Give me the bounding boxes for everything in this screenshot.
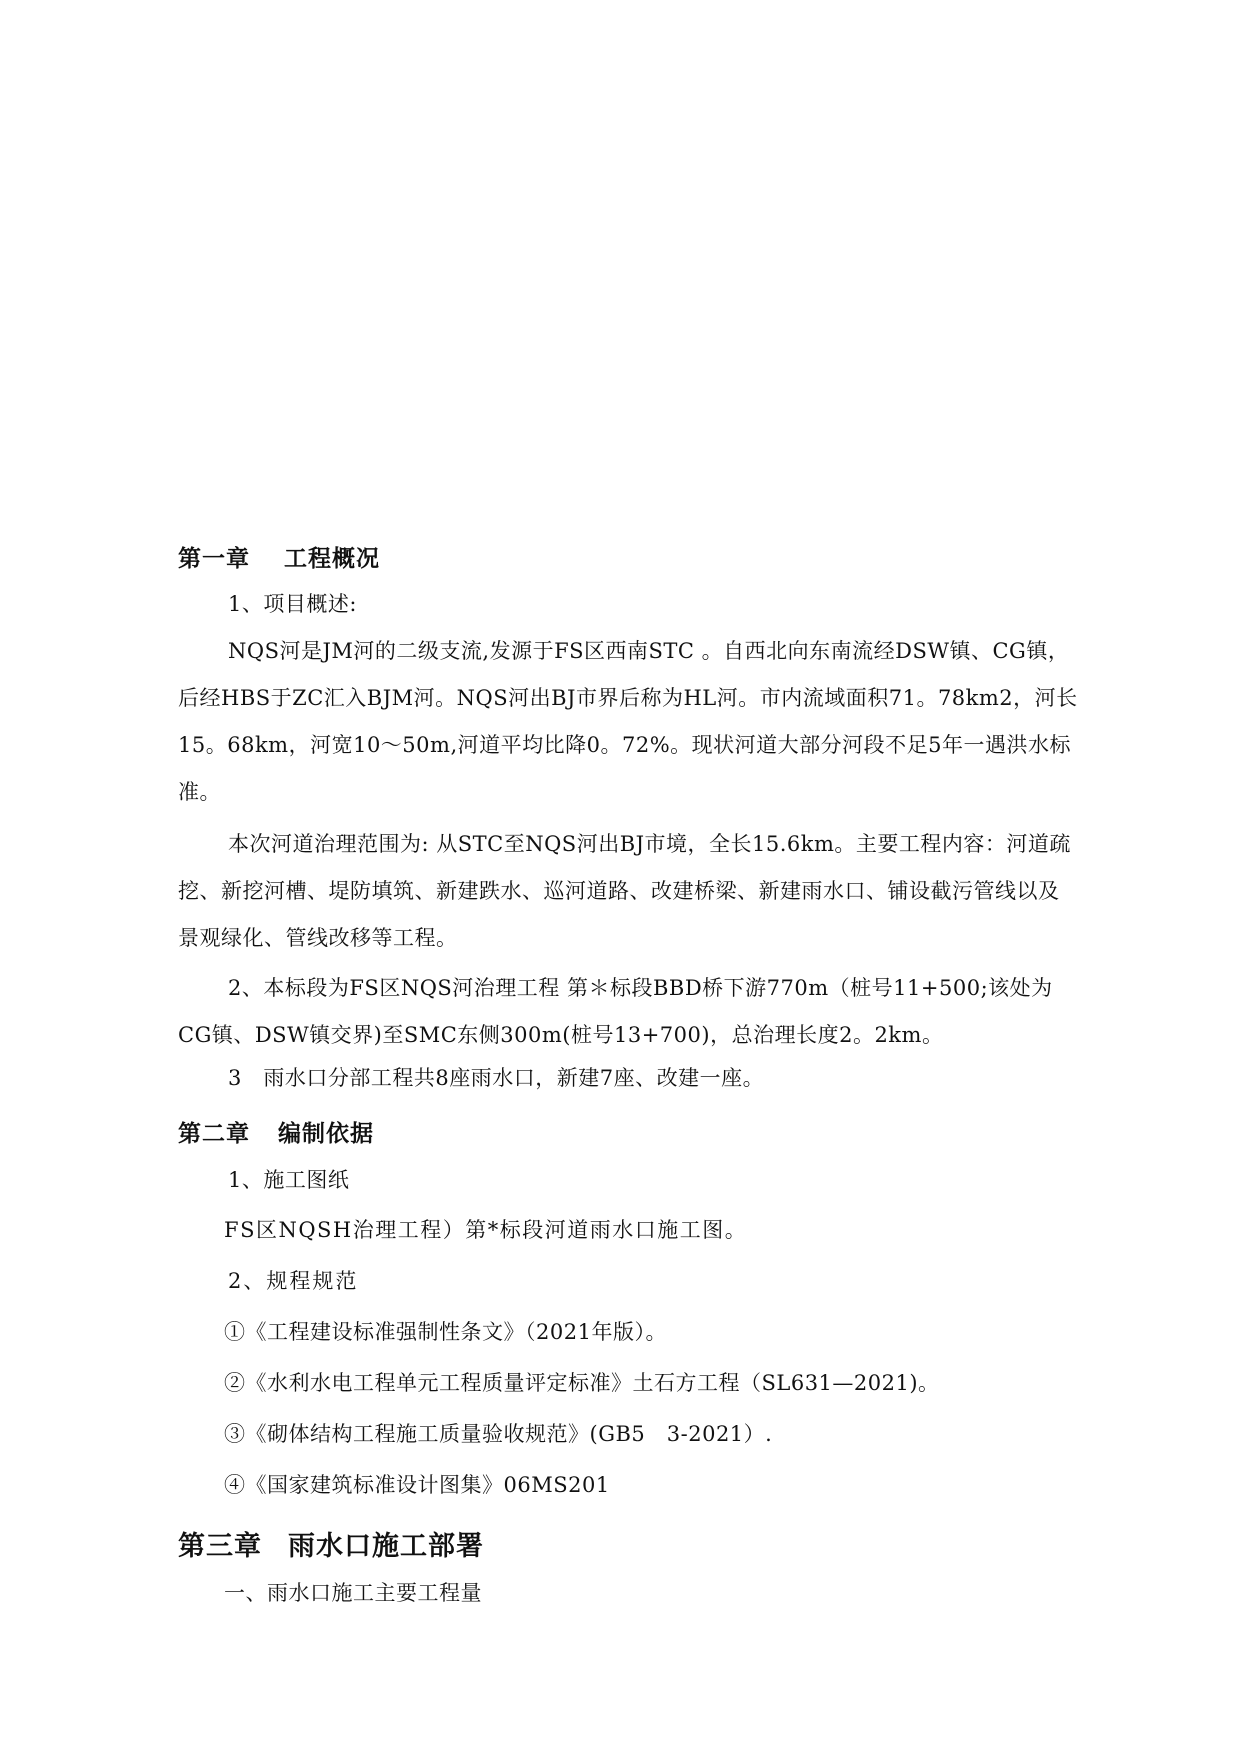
reference-item-4: ④《国家建筑标准设计图集》06MS201 [224,1473,610,1497]
section-drawings-heading: 1、施工图纸 [228,1168,350,1192]
paragraph-section-extent: 2、本标段为FS区NQS河治理工程 第＊标段BBD桥下游770m（桩号11+500;该处为CG镇、DSW镇交界)至SMC东侧300m(桩号13+700)，总治理长度2。2km。 [178,976,1053,1047]
chapter-2-text: 编制依据 [278,1121,374,1147]
chapter-1-number: 第一章 [178,546,250,572]
chapter-3-title [178,1524,1078,1563]
chapter-1-text: 工程概况 [284,546,380,572]
reference-item-2: ②《水利水电工程单元工程质量评定标准》土石方工程（SL631—2021)。 [224,1371,940,1395]
chapter-2-number: 第二章 [178,1121,250,1147]
chapter-1-title [178,540,1078,573]
reference-item-3: ③《砌体结构工程施工质量验收规范》(GB5 3-2021）. [224,1422,773,1446]
chapter-3-text: 雨水口施工部署 [288,1531,484,1562]
section-quantities-heading: 一、雨水口施工主要工程量 [224,1581,482,1605]
paragraph-project-overview: NQS河是JM河的二级支流,发源于FS区西南STC 。自西北向东南流经DSW镇、CG镇，后经HBS于ZC汇入BJM河。NQS河出BJ市界后称为HL河。市内流域面积71。78km2，河长15。68km，河宽10～50m,河道平均比降0。72%。现状河道大部分河段不足5年一遇洪水标准。 [178,639,1078,804]
section-1-heading: 1、项目概述: [228,592,357,616]
chapter-2-title [178,1115,1078,1148]
paragraph-rain-inlets: 3 雨水口分部工程共8座雨水口，新建7座、改建一座。 [228,1066,765,1090]
drawings-text: FS区NQSH治理工程）第*标段河道雨水口施工图。 [224,1218,748,1242]
reference-item-1: ①《工程建设标准强制性条文》（2021年版）。 [224,1320,667,1344]
paragraph-treatment-scope: 本次河道治理范围为: 从STC至NQS河出BJ市境，全长15.6km。主要工程内容：河道疏挖、新挖河槽、堤防填筑、新建跌水、巡河道路、改建桥梁、新建雨水口、铺设截污管线以及景观绿化、管线改移等工程。 [178,832,1071,950]
chapter-3-number: 第三章 [178,1531,262,1562]
section-codes-heading: 2、规程规范 [228,1269,359,1293]
